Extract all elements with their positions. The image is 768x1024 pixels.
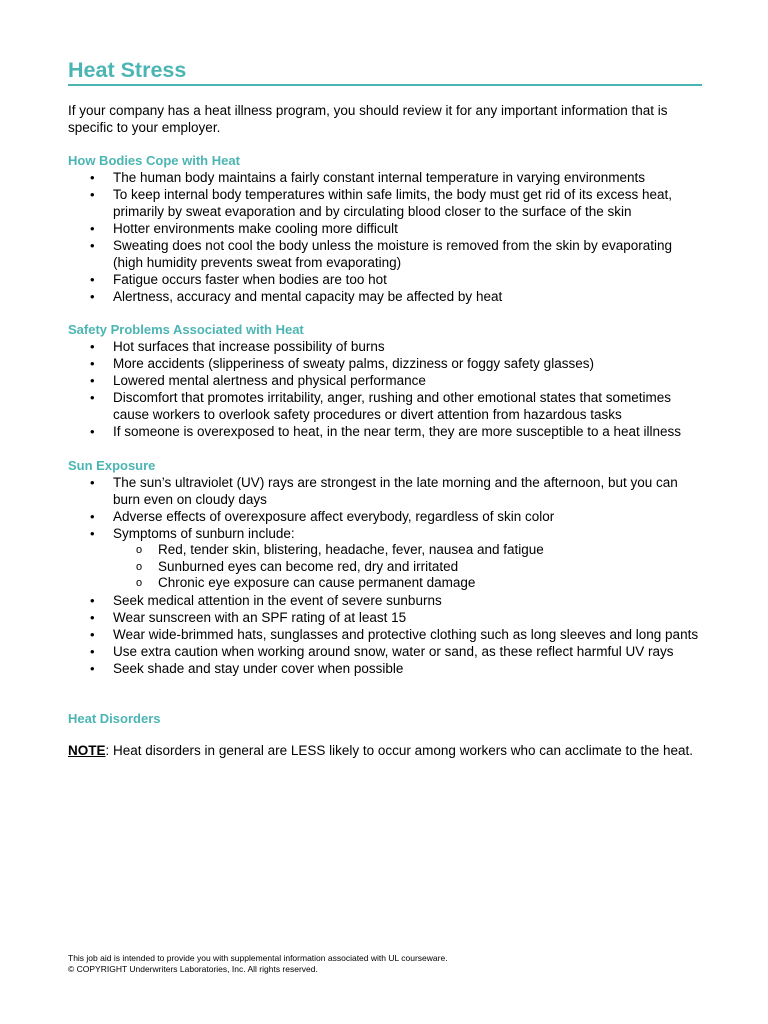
list-item-text: The sun’s ultraviolet (UV) rays are strongest in the late morning and the afternoon, but you can burn even on cloudy days <box>113 475 678 507</box>
hollow-bullet-icon: o <box>136 560 143 573</box>
bullet-icon: • <box>90 289 95 304</box>
list-item-text: Hot surfaces that increase possibility of burns <box>113 339 385 354</box>
list-item-text: Discomfort that promotes irritability, anger, rushing and other emotional states that sometimes cause workers to overlook safety procedures or divert attention from hazardous tasks <box>113 390 672 422</box>
list-item-text: Chronic eye exposure can cause permanent damage <box>158 575 476 590</box>
list-item <box>68 288 702 305</box>
intro-paragraph: If your company has a heat illness program, you should review it for any important information that is specific to your employer. <box>68 103 668 135</box>
footer-copyright: © COPYRIGHT Underwriters Laboratories, Inc. All rights reserved. <box>68 964 318 974</box>
footer-disclaimer: This job aid is intended to provide you with supplemental information associated with UL courseware. <box>68 953 448 963</box>
list-item <box>68 474 702 508</box>
list-item-text: Fatigue occurs faster when bodies are too hot <box>113 272 387 287</box>
list-item <box>68 525 702 542</box>
section-sun-exposure <box>68 457 702 677</box>
list-item <box>68 372 702 389</box>
bullet-icon: • <box>90 356 95 371</box>
list-item <box>68 169 702 186</box>
list-item-text: Use extra caution when working around snow, water or sand, as these reflect harmful UV rays <box>113 643 674 659</box>
bullet-icon: • <box>90 509 95 524</box>
bullet-icon: • <box>90 643 95 659</box>
bullet-icon: • <box>90 170 95 185</box>
bullet-icon: • <box>90 660 95 676</box>
page-title: Heat Stress <box>68 58 187 82</box>
bullet-icon: • <box>90 626 95 642</box>
bullet-icon: • <box>90 272 95 287</box>
section-how-bodies-cope <box>68 152 702 305</box>
list-item-text: To keep internal body temperatures within safe limits, the body must get rid of its excess heat, primarily by sweat evaporation and by circulating blood closer to the surface of the skin <box>113 187 673 219</box>
sub-bullet-list <box>68 542 702 592</box>
bullet-icon: • <box>90 475 95 490</box>
list-item <box>68 338 702 355</box>
title-underline-rule <box>68 84 702 86</box>
page-footer <box>68 953 702 975</box>
list-item-text: Sweating does not cool the body unless the moisture is removed from the skin by evaporating (high humidity prevents sweat from evaporating) <box>113 238 673 270</box>
bullet-list <box>68 169 702 305</box>
list-item-text: Seek medical attention in the event of severe sunburns <box>113 592 442 608</box>
list-item <box>68 609 702 626</box>
list-item-text: Adverse effects of overexposure affect everybody, regardless of skin color <box>113 509 555 524</box>
list-item-text: Alertness, accuracy and mental capacity may be affected by heat <box>113 289 503 304</box>
list-item <box>68 355 702 372</box>
bullet-icon: • <box>90 424 95 439</box>
list-item <box>68 389 702 423</box>
list-item <box>68 237 702 271</box>
bullet-icon: • <box>90 187 95 202</box>
note-label: NOTE <box>68 743 106 758</box>
bullet-icon: • <box>90 390 95 405</box>
bullet-list <box>68 592 702 677</box>
list-item <box>68 186 702 220</box>
bullet-icon: • <box>90 609 95 625</box>
sub-list-item <box>68 542 702 559</box>
bullet-list <box>68 338 702 440</box>
bullet-icon: • <box>90 339 95 354</box>
section-heading: Heat Disorders <box>68 711 161 726</box>
section-heading: How Bodies Cope with Heat <box>68 153 240 168</box>
list-item-text: Wear sunscreen with an SPF rating of at least 15 <box>113 609 407 625</box>
list-item <box>68 271 702 288</box>
list-item-text: Lowered mental alertness and physical performance <box>113 373 426 388</box>
list-item <box>68 626 702 643</box>
list-item <box>68 220 702 237</box>
bullet-icon: • <box>90 221 95 236</box>
section-safety-problems <box>68 321 702 440</box>
list-item-text: Seek shade and stay under cover when possible <box>113 660 404 676</box>
list-item <box>68 592 702 609</box>
section-heading: Sun Exposure <box>68 458 156 473</box>
list-item <box>68 660 702 677</box>
list-item-text: Symptoms of sunburn include: <box>113 526 295 541</box>
bullet-icon: • <box>90 373 95 388</box>
hollow-bullet-icon: o <box>136 577 143 589</box>
note-paragraph <box>68 742 698 759</box>
list-item-text: More accidents (slipperiness of sweaty palms, dizziness or foggy safety glasses) <box>113 356 594 371</box>
list-item-text: Sunburned eyes can become red, dry and irritated <box>158 558 459 574</box>
bullet-icon: • <box>90 238 95 253</box>
list-item <box>68 643 702 660</box>
bullet-icon: • <box>90 526 95 541</box>
list-item-text: Wear wide-brimmed hats, sunglasses and protective clothing such as long sleeves and long pants <box>113 626 699 642</box>
list-item-text: If someone is overexposed to heat, in the near term, they are more susceptible to a heat illness <box>113 424 682 439</box>
bullet-icon: • <box>90 592 95 608</box>
list-item <box>68 423 702 440</box>
list-item-text: Hotter environments make cooling more difficult <box>113 221 398 236</box>
note-text: : Heat disorders in general are LESS likely to occur among workers who can acclimate to the heat. <box>105 743 694 758</box>
sub-list-item <box>68 575 702 592</box>
list-item-text: Red, tender skin, blistering, headache, fever, nausea and fatigue <box>158 542 544 557</box>
section-heat-disorders <box>68 710 702 727</box>
bullet-list <box>68 474 702 542</box>
section-heading: Safety Problems Associated with Heat <box>68 322 304 337</box>
list-item <box>68 508 702 525</box>
hollow-bullet-icon: o <box>136 544 143 556</box>
list-item-text: The human body maintains a fairly constant internal temperature in varying environments <box>113 170 646 185</box>
sub-list-item <box>68 559 702 576</box>
